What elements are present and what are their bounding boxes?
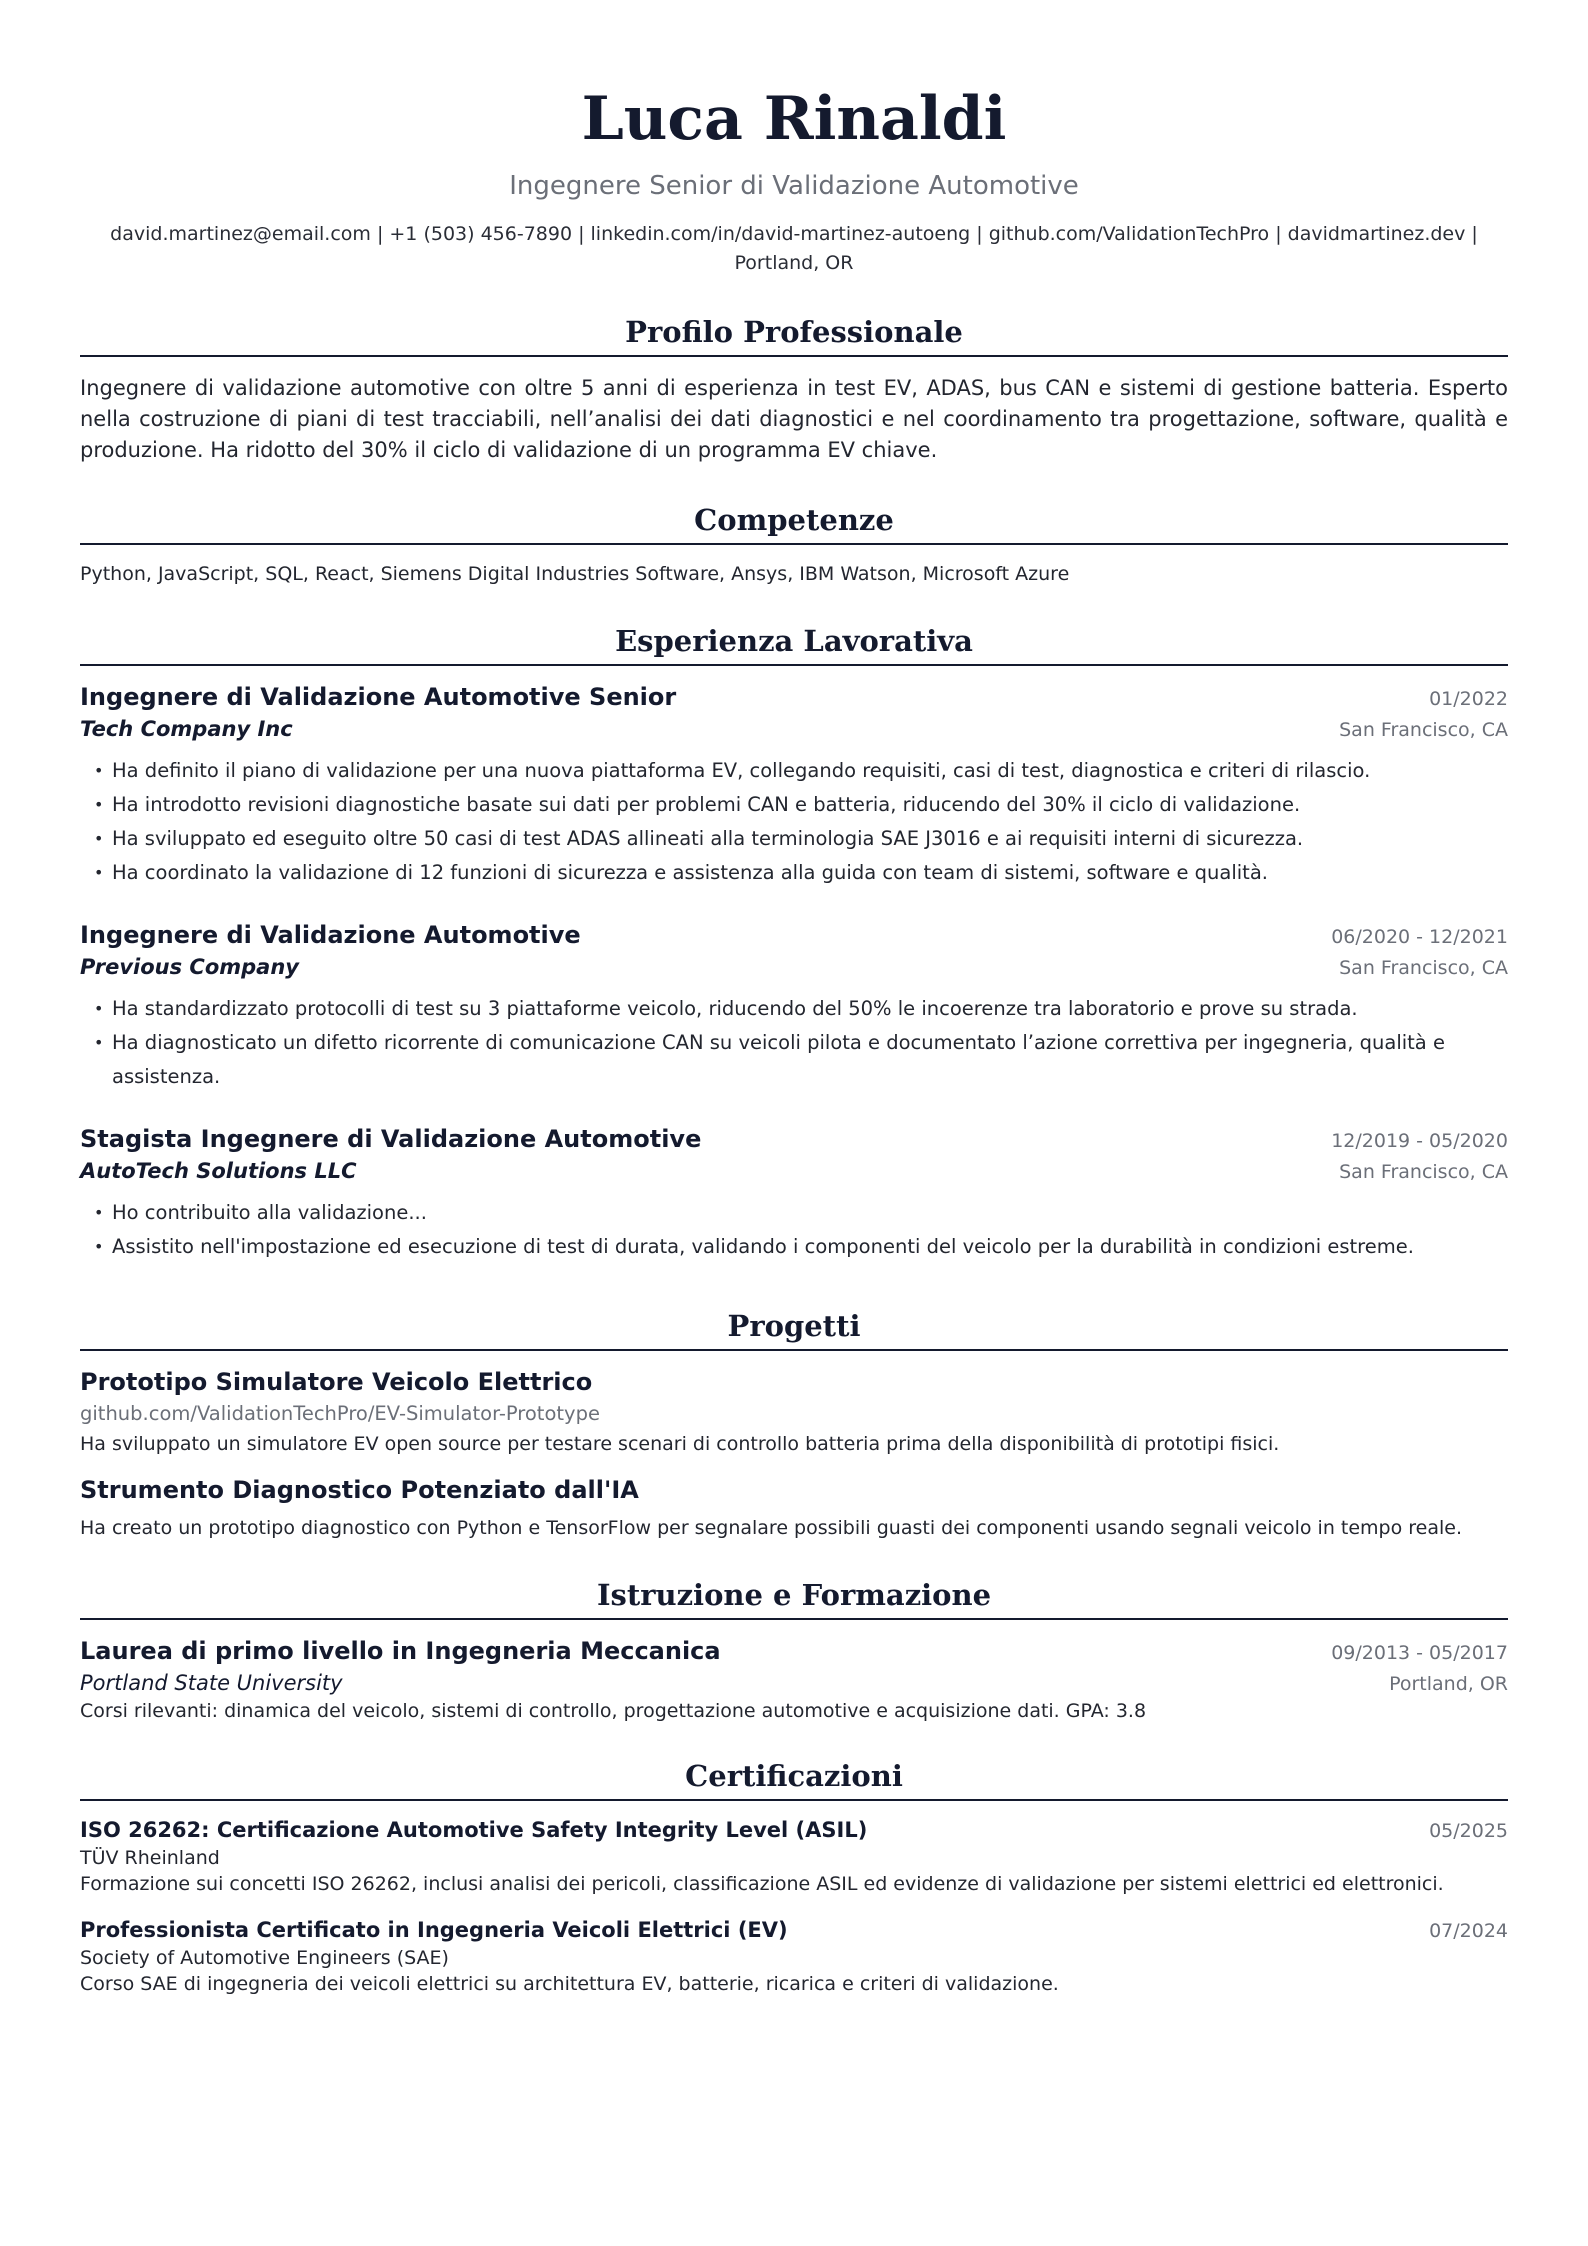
job-location: San Francisco, CA (1339, 719, 1508, 741)
project-entry (80, 1473, 1508, 1543)
certification-title: ISO 26262: Certificazione Automotive Safety Integrity Level (ASIL) (80, 1818, 868, 1842)
skills-section (80, 502, 1508, 587)
project-link[interactable]: github.com/ValidationTechPro/EV-Simulator-Prototype (80, 1402, 600, 1425)
education-section (80, 1577, 1508, 1724)
job-title: Ingegnere di Validazione Automotive (80, 921, 581, 949)
job-date: 06/2020 - 12/2021 (1331, 926, 1508, 948)
job-title: Ingegnere di Validazione Automotive Senior (80, 683, 677, 711)
contact-info (88, 220, 1500, 278)
certifications-section (80, 1758, 1508, 1997)
job-bullets (80, 1196, 1508, 1264)
experience-section (80, 623, 1508, 1264)
section-heading-education: Istruzione e Formazione (80, 1577, 1508, 1620)
project-entry (80, 1365, 1508, 1459)
profile-text: Ingegnere di validazione automotive con oltre 5 anni di esperienza in test EV, ADAS, bus CAN e sistemi di gestione batteria. Esperto nella costruzione di piani di test tracciabili, nell’analisi dei dati diagnostici e nel coordinamento tra progettazione, software, qualità e produzione. Ha ridotto del 30% il ciclo di validazione di un programma EV chiave. (80, 376, 1508, 462)
contact-line: david.martinez@email.com | +1 (503) 456-7890 | linkedin.com/in/david-martinez-autoeng | github.com/ValidationTechPro | davidmartinez.dev | (110, 223, 1478, 245)
project-description: Ha sviluppato un simulatore EV open source per testare scenari di controllo batteria prima della disponibilità di prototipi fisici. (80, 1433, 1280, 1455)
education-details: Corsi rilevanti: dinamica del veicolo, sistemi di controllo, progettazione automotive e acquisizione dati. GPA: 3.8 (80, 1700, 1147, 1722)
school-name: Portland State University (80, 1671, 343, 1695)
job-entry (80, 918, 1508, 1094)
section-heading-projects: Progetti (80, 1308, 1508, 1351)
job-date: 01/2022 (1429, 688, 1508, 710)
certification-issuer: TÜV Rheinland (80, 1847, 220, 1869)
job-date: 12/2019 - 05/2020 (1331, 1130, 1508, 1152)
project-title: Strumento Diagnostico Potenziato dall'IA (80, 1476, 639, 1504)
job-bullets (80, 992, 1508, 1094)
profile-section (80, 314, 1508, 466)
certification-title: Professionista Certificato in Ingegneria Veicoli Elettrici (EV) (80, 1918, 788, 1942)
job-company: Tech Company Inc (80, 717, 293, 741)
certification-entry (80, 1815, 1508, 1897)
job-bullet: • Ha standardizzato protocolli di test su 3 piattaforme veicolo, riducendo del 50% le incoerenze tra laboratorio e prove su strada. (94, 992, 1508, 1026)
certification-description: Formazione sui concetti ISO 26262, inclusi analisi dei pericoli, classificazione ASIL ed evidenze di validazione per sistemi elettrici ed elettronici. (80, 1873, 1444, 1895)
certification-issuer: Society of Automotive Engineers (SAE) (80, 1947, 449, 1969)
job-title: Stagista Ingegnere di Validazione Automotive (80, 1125, 702, 1153)
job-company: Previous Company (80, 955, 299, 979)
candidate-name: Luca Rinaldi (581, 84, 1007, 154)
job-location: San Francisco, CA (1339, 957, 1508, 979)
job-location: San Francisco, CA (1339, 1161, 1508, 1183)
certification-description: Corso SAE di ingegneria dei veicoli elettrici su architettura EV, batterie, ricarica e criteri di validazione. (80, 1973, 1059, 1995)
section-heading-profile: Profilo Professionale (80, 314, 1508, 357)
job-bullet: • Ha sviluppato ed eseguito oltre 50 casi di test ADAS allineati alla terminologia SAE J3016 e ai requisiti interni di sicurezza. (94, 822, 1508, 856)
project-title: Prototipo Simulatore Veicolo Elettrico (80, 1368, 593, 1396)
job-bullets (80, 754, 1508, 890)
job-bullet: • Ha coordinato la validazione di 12 funzioni di sicurezza e assistenza alla guida con team di sistemi, software e qualità. (94, 856, 1508, 890)
job-company: AutoTech Solutions LLC (80, 1159, 357, 1183)
education-location: Portland, OR (1389, 1673, 1508, 1695)
job-bullet: • Assistito nell'impostazione ed esecuzione di test di durata, validando i componenti del veicolo per la durabilità in condizioni estreme. (94, 1230, 1508, 1264)
projects-section (80, 1308, 1508, 1543)
contact-location: Portland, OR (734, 252, 854, 274)
degree-title: Laurea di primo livello in Ingegneria Meccanica (80, 1637, 721, 1665)
section-heading-certifications: Certificazioni (80, 1758, 1508, 1801)
project-description: Ha creato un prototipo diagnostico con Python e TensorFlow per segnalare possibili guasti dei componenti usando segnali veicolo in tempo reale. (80, 1517, 1463, 1539)
candidate-title: Ingegnere Senior di Validazione Automotive (509, 171, 1079, 201)
education-entry (80, 1634, 1508, 1724)
skills-list: Python, JavaScript, SQL, React, Siemens Digital Industries Software, Ansys, IBM Watson, Microsoft Azure (80, 563, 1070, 585)
job-bullet: • Ha diagnosticato un difetto ricorrente di comunicazione CAN su veicoli pilota e documentato l’azione correttiva per ingegneria, qualità e assistenza. (94, 1026, 1508, 1094)
certification-date: 05/2025 (1429, 1820, 1508, 1842)
job-bullet: • Ha introdotto revisioni diagnostiche basate sui dati per problemi CAN e batteria, riducendo del 30% il ciclo di validazione. (94, 788, 1508, 822)
job-entry (80, 1122, 1508, 1264)
education-date: 09/2013 - 05/2017 (1331, 1642, 1508, 1664)
job-bullet: • Ha definito il piano di validazione per una nuova piattaforma EV, collegando requisiti, casi di test, diagnostica e criteri di rilascio. (94, 754, 1508, 788)
section-heading-skills: Competenze (80, 502, 1508, 545)
section-heading-experience: Esperienza Lavorativa (80, 623, 1508, 666)
job-bullet: • Ho contribuito alla validazione... (94, 1196, 1508, 1230)
job-entry (80, 680, 1508, 890)
certification-date: 07/2024 (1429, 1920, 1508, 1942)
certification-entry (80, 1915, 1508, 1997)
